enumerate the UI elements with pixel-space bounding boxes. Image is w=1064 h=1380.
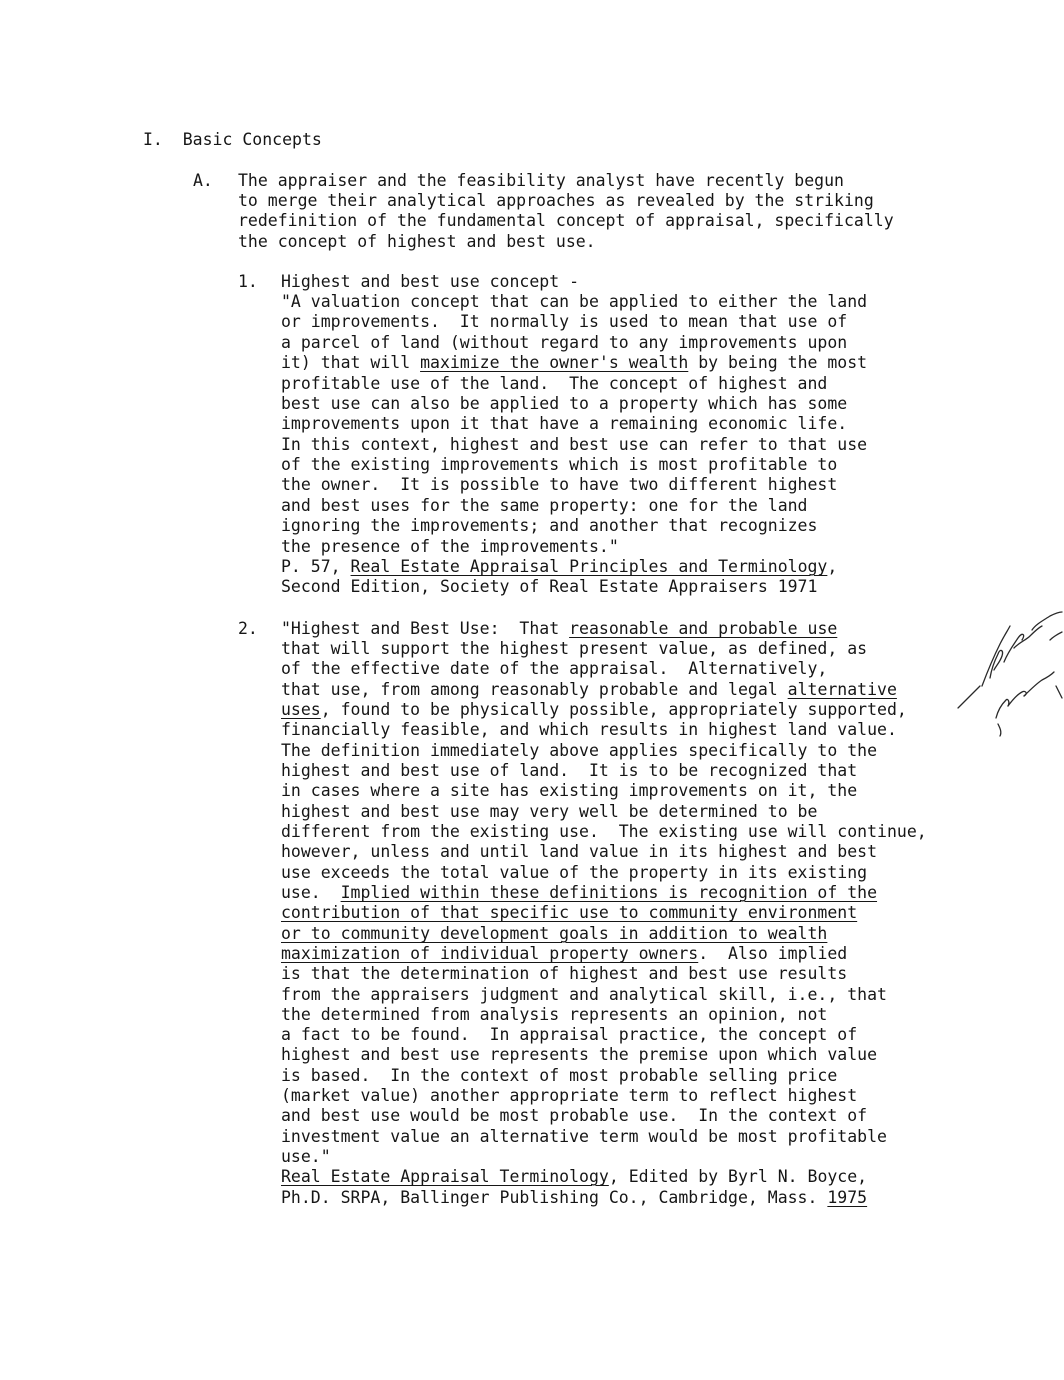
item-2-line-5: uses, found to be physically possible, appropriately supported,	[281, 700, 907, 719]
item-2-line-13: use exceeds the total value of the property in its existing	[281, 863, 868, 882]
item-2-citation-line-2: Ph.D. SRPA, Ballinger Publishing Co., Cambridge, Mass. 1975	[281, 1188, 868, 1207]
item-2-label: 2.	[238, 619, 258, 638]
item-2-line-15	[281, 903, 857, 923]
item-2-line-18: is that the determination of highest and best use results	[281, 964, 848, 983]
item-2-line-25: and best use would be most probable use. In the context of	[281, 1106, 868, 1125]
item-2-line-10: highest and best use may very well be determined to be	[281, 802, 818, 821]
item-1-line-4: a parcel of land (without regard to any improvements upon	[281, 333, 848, 352]
item-1-line-10: of the existing improvements which is most profitable to	[281, 455, 838, 474]
item-a-line-4: the concept of highest and best use.	[238, 232, 596, 251]
item-2-line-8: highest and best use of land. It is to be recognized that	[281, 761, 858, 780]
item-1-line-14: the presence of the improvements."	[281, 537, 619, 556]
section-title: Basic Concepts	[182, 130, 322, 149]
item-2-line-23: is based. In the context of most probable selling price	[281, 1066, 838, 1085]
item-1-citation-line-1: P. 57, Real Estate Appraisal Principles and Terminology,	[281, 557, 838, 576]
item-1-line-5: it) that will maximize the owner's wealth by being the most	[281, 353, 868, 372]
item-1-line-9: In this context, highest and best use can refer to that use	[281, 435, 868, 454]
item-2-citation-line-1: Real Estate Appraisal Terminology, Edited by Byrl N. Boyce,	[281, 1167, 868, 1186]
item-2-line-6: financially feasible, and which results in highest land value.	[281, 720, 897, 739]
citation-title: Real Estate Appraisal Principles and Terminology	[350, 557, 828, 576]
item-2-line-12: however, unless and until land value in its highest and best	[281, 842, 878, 861]
item-1-line-12: and best uses for the same property: one for the land	[281, 496, 808, 515]
item-1-line-2: "A valuation concept that can be applied to either the land	[281, 292, 868, 311]
item-1-line-3: or improvements. It normally is used to mean that use of	[281, 312, 848, 331]
underlined-phrase: reasonable and probable use	[569, 619, 838, 638]
item-1-line-6: profitable use of the land. The concept of highest and	[281, 374, 828, 393]
item-2-line-1: "Highest and Best Use: That reasonable and probable use	[281, 619, 838, 638]
item-2-line-17: maximization of individual property owners. Also implied	[281, 944, 848, 963]
item-1-line-11: the owner. It is possible to have two different highest	[281, 475, 838, 494]
item-1-citation-line-2: Second Edition, Society of Real Estate Appraisers 1971	[281, 577, 818, 596]
section-numeral: I.	[143, 130, 163, 149]
underlined-passage: contribution of that specific use to community environment	[281, 903, 858, 922]
item-a-line-1: The appraiser and the feasibility analyst have recently begun	[238, 171, 844, 190]
item-2-line-19: from the appraisers judgment and analytical skill, i.e., that	[281, 985, 887, 1004]
item-a-label: A.	[193, 171, 213, 190]
item-2-line-14: use. Implied within these definitions is recognition of the	[281, 883, 878, 902]
item-2-line-21: a fact to be found. In appraisal practice, the concept of	[281, 1025, 858, 1044]
item-2-line-9: in cases where a site has existing improvements on it, the	[281, 781, 858, 800]
item-2-line-4: that use, from among reasonably probable and legal alternative	[281, 680, 897, 699]
underlined-passage: maximization of individual property owners	[281, 944, 699, 963]
item-2-line-2: that will support the highest present value, as defined, as	[281, 639, 868, 658]
item-2-line-3: of the effective date of the appraisal. Alternatively,	[281, 659, 828, 678]
section-heading	[143, 130, 322, 150]
item-2-line-24: (market value) another appropriate term to reflect highest	[281, 1086, 858, 1105]
underlined-passage: or to community development goals in addition to wealth	[281, 924, 828, 943]
underlined-phrase: maximize the owner's wealth	[420, 353, 689, 372]
margin-handwriting	[952, 600, 1064, 750]
underlined-passage: Implied within these definitions is recognition of the	[340, 883, 878, 902]
item-a-line-2: to merge their analytical approaches as revealed by the striking	[238, 191, 874, 210]
item-2-line-7: The definition immediately above applies specifically to the	[281, 741, 878, 760]
underlined-word: alternative	[787, 680, 897, 699]
item-1-label: 1.	[238, 272, 258, 291]
item-2-line-26: investment value an alternative term would be most profitable	[281, 1127, 887, 1146]
item-1-line-7: best use can also be applied to a property which has some	[281, 394, 848, 413]
citation-year: 1975	[827, 1188, 868, 1207]
citation-title: Real Estate Appraisal Terminology	[281, 1167, 609, 1186]
item-2-line-16	[281, 924, 827, 944]
item-2-line-11: different from the existing use. The existing use will continue,	[281, 822, 927, 841]
item-2-line-20: the determined from analysis represents an opinion, not	[281, 1005, 828, 1024]
item-1-line-1: Highest and best use concept -	[281, 272, 580, 291]
item-2-line-22: highest and best use represents the premise upon which value	[281, 1045, 878, 1064]
item-1-line-8: improvements upon it that have a remaining economic life.	[281, 414, 848, 433]
item-2-line-27: use."	[281, 1147, 331, 1166]
underlined-word: uses	[281, 700, 321, 719]
item-a-line-3: redefinition of the fundamental concept of appraisal, specifically	[238, 211, 894, 230]
item-1-line-13: ignoring the improvements; and another that recognizes	[281, 516, 818, 535]
